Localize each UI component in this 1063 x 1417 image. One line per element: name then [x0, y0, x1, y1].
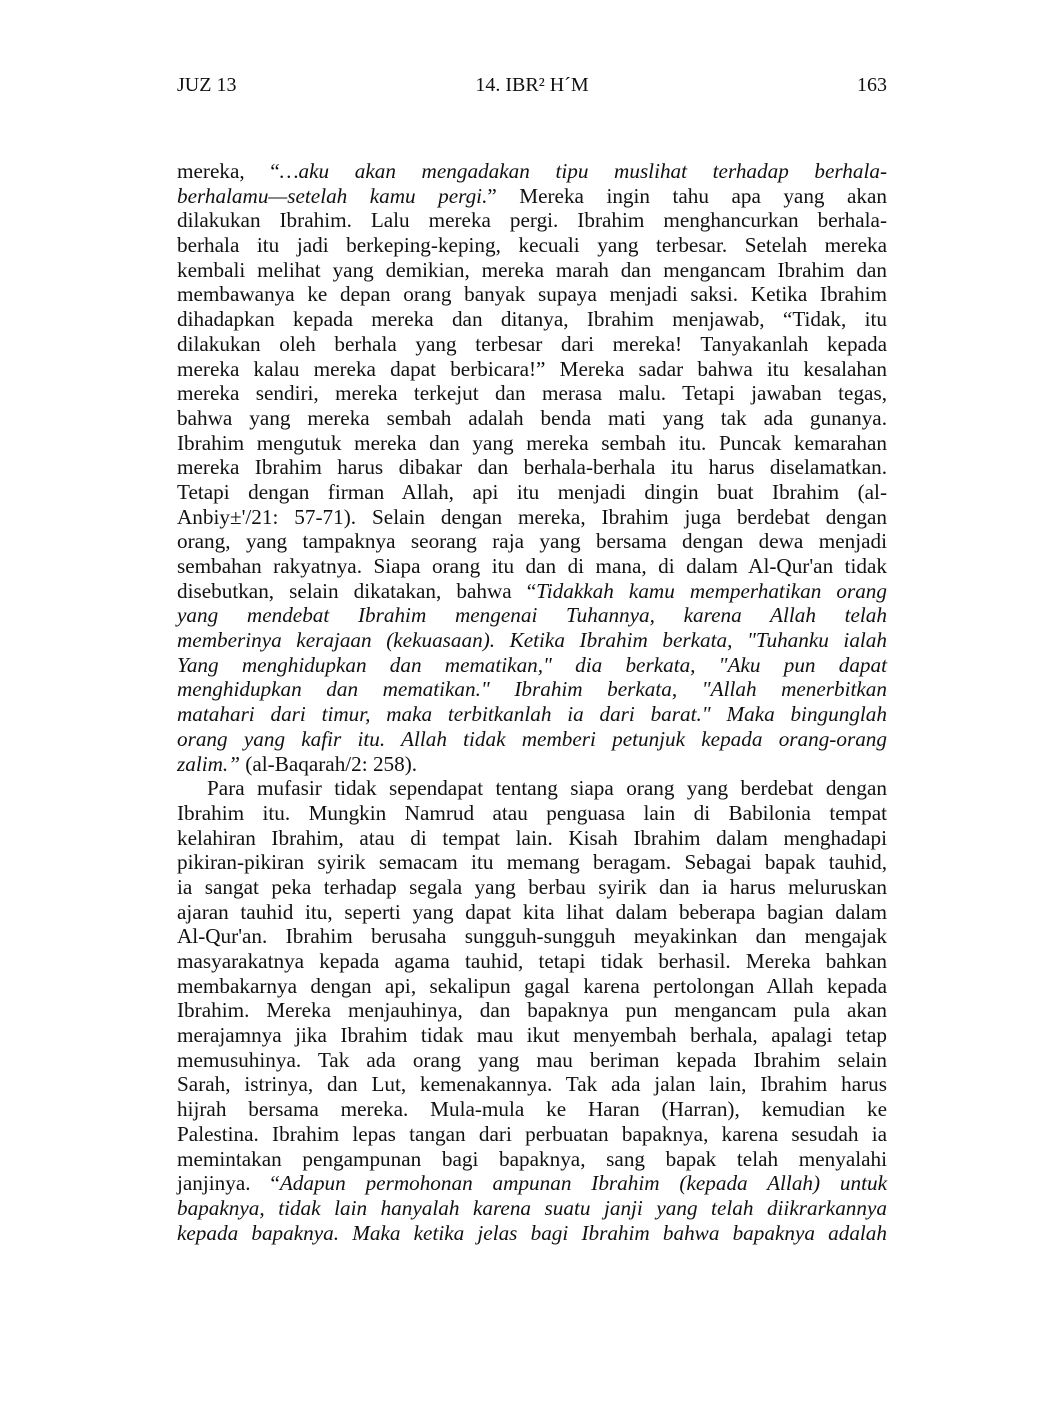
- text-line: [177, 159, 887, 184]
- body-text: [177, 159, 887, 1245]
- text-line: [177, 653, 887, 678]
- text-segment: membawanya ke depan orang banyak supaya menjadi saksi. Ketika Ibrahim: [177, 282, 887, 307]
- text-segment: mereka sendiri, mereka terkejut dan merasa malu. Tetapi jawaban tegas,: [177, 381, 887, 406]
- text-segment: pikiran-pikiran syirik semacam itu memang beragam. Sebagai bapak tauhid,: [177, 850, 887, 875]
- paragraph: [177, 159, 887, 776]
- text-line: [177, 801, 887, 826]
- text-line: [177, 1171, 887, 1196]
- page-number: 163: [857, 74, 887, 96]
- text-segment: Para mufasir tidak sependapat tentang siapa orang yang berdebat dengan: [207, 776, 887, 801]
- text-line: [177, 1122, 887, 1147]
- text-line: [177, 455, 887, 480]
- text-segment: memusuhinya. Tak ada orang yang mau beriman kepada Ibrahim selain: [177, 1047, 887, 1072]
- text-line: [177, 233, 887, 258]
- text-segment: Ibrahim. Mereka menjauhinya, dan bapaknya pun mengancam pula akan: [177, 998, 887, 1023]
- text-segment: kelahiran Ibrahim, atau di tempat lain. Kisah Ibrahim dalam menghadapi: [177, 825, 887, 850]
- text-segment: mereka, “: [177, 159, 280, 183]
- italic-quote-segment: kepada bapaknya. Maka ketika jelas bagi Ibrahim bahwa bapaknya adalah: [177, 1220, 887, 1245]
- text-line: [177, 406, 887, 431]
- text-line: [177, 381, 887, 406]
- text-line: [177, 628, 887, 653]
- text-segment: sembahan rakyatnya. Siapa orang itu dan di mana, di dalam Al-Qur'an tidak: [177, 554, 887, 578]
- text-segment: ” Mereka ingin tahu apa yang akan: [487, 183, 887, 208]
- text-segment: mereka Ibrahim harus dibakar dan berhala-berhala itu harus diselamatkan.: [177, 455, 887, 480]
- text-segment: memintakan pengampunan bagi bapaknya, sang bapak telah menyalahi: [177, 1146, 887, 1171]
- text-line: [177, 208, 887, 233]
- italic-quote-segment: …aku akan mengadakan tipu muslihat terhadap berhala-: [279, 159, 887, 183]
- italic-quote-segment: yang mendebat Ibrahim mengenai Tuhannya, karena Allah telah: [177, 603, 887, 628]
- text-segment: dilakukan Ibrahim. Lalu mereka pergi. Ibrahim menghancurkan berhala-: [177, 208, 887, 233]
- text-line: [177, 603, 887, 628]
- text-line: [177, 924, 887, 949]
- text-line: [177, 307, 887, 332]
- text-line: [177, 998, 887, 1023]
- page-header: [177, 74, 887, 104]
- text-line: [177, 282, 887, 307]
- text-segment: Palestina. Ibrahim lepas tangan dari perbuatan bapaknya, karena sesudah ia: [177, 1121, 887, 1146]
- text-segment: Ibrahim itu. Mungkin Namrud atau penguasa lain di Babilonia tempat: [177, 800, 887, 825]
- text-segment: merajamnya jika Ibrahim tidak mau ikut menyembah berhala, apalagi tetap: [177, 1023, 887, 1048]
- text-segment: berhala itu jadi berkeping-keping, kecuali yang terbesar. Setelah mereka: [177, 233, 887, 258]
- text-line: [177, 1072, 887, 1097]
- italic-quote-segment: matahari dari timur, maka terbitkanlah ia dari barat." Maka bingunglah: [177, 702, 887, 727]
- italic-quote-segment: bapaknya, tidak lain hanyalah karena suatu janji yang telah diikrarkannya: [177, 1195, 887, 1220]
- text-segment: ajaran tauhid itu, seperti yang dapat kita lihat dalam beberapa bagian dalam: [177, 899, 887, 924]
- text-line: [177, 949, 887, 974]
- text-segment: ia sangat peka terhadap segala yang berbau syirik dan ia harus meluruskan: [177, 874, 887, 899]
- text-segment: Ibrahim mengutuk mereka dan yang mereka sembah itu. Puncak kemarahan: [177, 430, 887, 455]
- text-line: [177, 702, 887, 727]
- italic-quote-segment: berhalamu—setelah kamu pergi.: [177, 183, 488, 208]
- text-segment: Tetapi dengan firman Allah, api itu menjadi dingin buat Ibrahim (al-: [177, 479, 887, 504]
- text-segment: (al-Baqarah/2: 258).: [240, 751, 418, 776]
- text-segment: masyarakatnya kepada agama tauhid, tetapi tidak berhasil. Mereka bahkan: [177, 949, 887, 973]
- text-line: [177, 776, 887, 801]
- text-segment: Anbiy±'/21: 57-71). Selain dengan mereka, Ibrahim juga berdebat dengan: [177, 504, 887, 529]
- italic-quote-segment: Adapun permohonan ampunan Ibrahim (kepada Allah) untuk: [279, 1171, 887, 1196]
- text-line: [177, 184, 887, 209]
- text-line: [177, 258, 887, 283]
- text-line: [177, 357, 887, 382]
- text-line: [177, 1221, 887, 1246]
- italic-quote-segment: memberinya kerajaan (kekuasaan). Ketika Ibrahim berkata, "Tuhanku ialah: [177, 628, 887, 653]
- text-segment: dilakukan oleh berhala yang terbesar dari mereka! Tanyakanlah kepada: [177, 331, 887, 356]
- italic-quote-segment: Yang menghidupkan dan mematikan," dia berkata, "Aku pun dapat: [177, 652, 887, 677]
- text-line: [177, 875, 887, 900]
- text-line: [177, 554, 887, 579]
- text-line: [177, 332, 887, 357]
- chapter-title: 14. IBR² H´M: [475, 74, 589, 96]
- text-segment: Sarah, istrinya, dan Lut, kemenakannya. Tak ada jalan lain, Ibrahim harus: [177, 1072, 887, 1097]
- text-line: [177, 727, 887, 752]
- text-line: [177, 1097, 887, 1122]
- text-segment: mereka kalau mereka dapat berbicara!” Mereka sadar bahwa itu kesalahan: [177, 356, 887, 381]
- text-segment: hijrah bersama mereka. Mula-mula ke Haran (Harran), kemudian ke: [177, 1097, 887, 1122]
- text-line: [177, 900, 887, 925]
- text-line: [177, 505, 887, 530]
- text-line: [177, 1147, 887, 1172]
- text-line: [177, 1048, 887, 1073]
- text-line: [177, 850, 887, 875]
- italic-quote-segment: zalim.”: [177, 751, 240, 776]
- text-segment: janjinya. “: [177, 1171, 280, 1196]
- text-line: [177, 579, 887, 604]
- text-segment: bahwa yang mereka sembah adalah benda mati yang tak ada gunanya.: [177, 405, 887, 430]
- text-line: [177, 480, 887, 505]
- text-segment: orang, yang tampaknya seorang raja yang bersama dengan dewa menjadi: [177, 529, 887, 554]
- text-segment: membakarnya dengan api, sekalipun gagal karena pertolongan Allah kepada: [177, 973, 887, 998]
- text-segment: dihadapkan kepada mereka dan ditanya, Ibrahim menjawab, “Tidak, itu: [177, 307, 887, 332]
- text-line: [177, 826, 887, 851]
- text-line: [177, 974, 887, 999]
- text-line: [177, 431, 887, 456]
- text-line: [177, 1023, 887, 1048]
- text-line: [177, 1196, 887, 1221]
- text-segment: disebutkan, selain dikatakan, bahwa “: [177, 578, 537, 603]
- italic-quote-segment: Tidakkah kamu memperhatikan orang: [536, 578, 887, 603]
- italic-quote-segment: orang yang kafir itu. Allah tidak memberi petunjuk kepada orang-orang: [177, 726, 887, 751]
- text-segment: Al-Qur'an. Ibrahim berusaha sungguh-sungguh meyakinkan dan mengajak: [177, 924, 887, 949]
- paragraph: [177, 776, 887, 1245]
- italic-quote-segment: menghidupkan dan mematikan." Ibrahim berkata, "Allah menerbitkan: [177, 677, 887, 702]
- text-line: [177, 529, 887, 554]
- juz-label: JUZ 13: [177, 74, 237, 96]
- text-line: [177, 752, 887, 777]
- text-line: [177, 677, 887, 702]
- text-segment: kembali melihat yang demikian, mereka marah dan mengancam Ibrahim dan: [177, 257, 887, 282]
